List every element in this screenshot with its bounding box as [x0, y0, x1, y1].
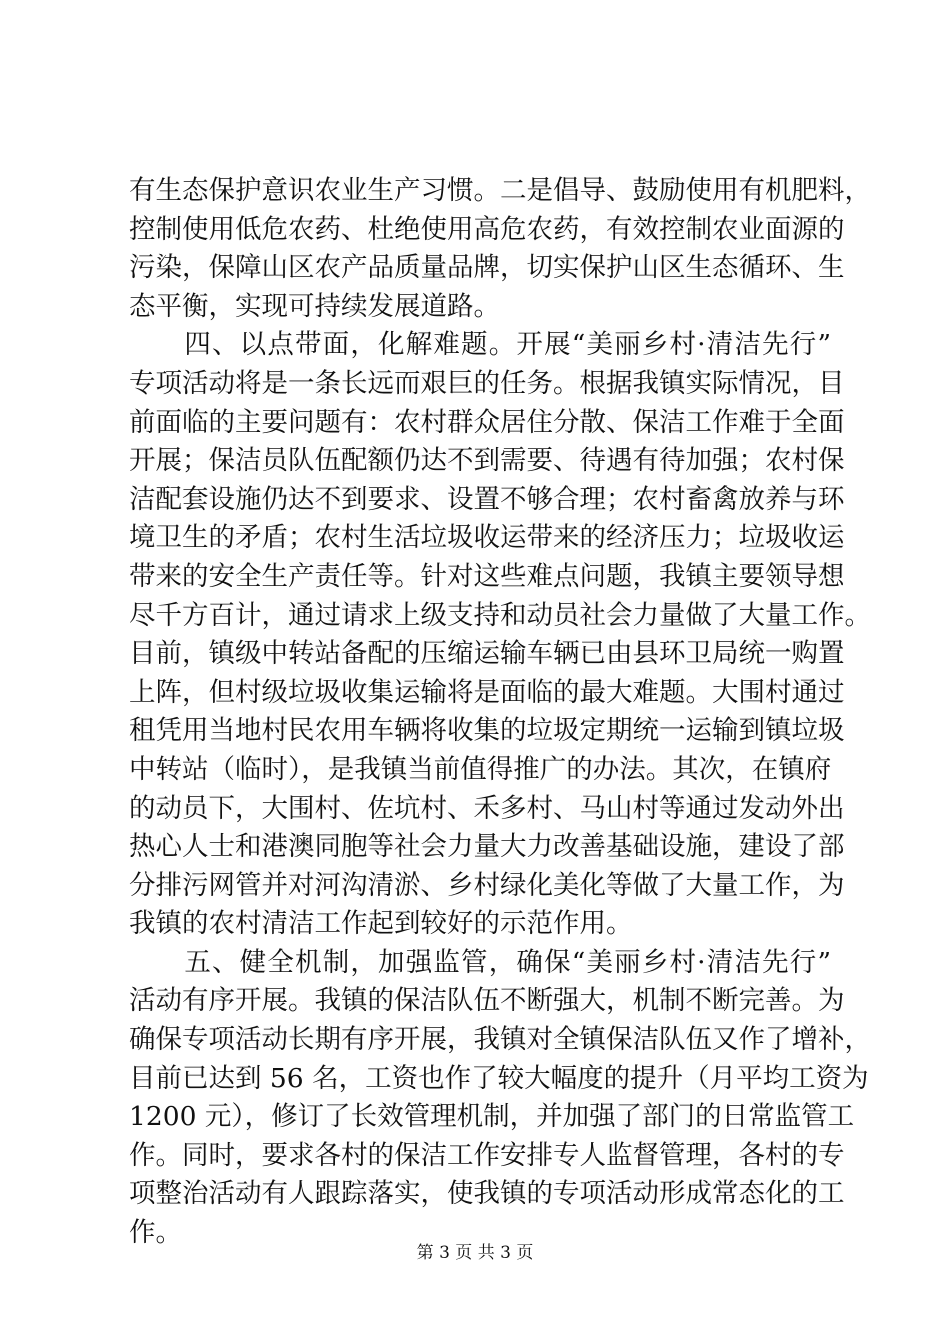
text-line: 污染，保障山区农产品质量品牌，切实保护山区生态循环、生: [129, 252, 845, 284]
text-line: 目前已达到 56 名，工资也作了较大幅度的提升（月平均工资为: [129, 1062, 869, 1094]
text-line: 作。同时，要求各村的保洁工作安排专人监督管理，各村的专: [129, 1139, 845, 1171]
text-line: 我镇的农村清洁工作起到较好的示范作用。: [129, 908, 633, 940]
text-line: 带来的安全生产责任等。针对这些难点问题，我镇主要领导想: [129, 560, 845, 592]
text-line: 五、健全机制，加强监管，确保“美丽乡村·清洁先行”: [129, 946, 831, 978]
text-line: 专项活动将是一条长远而艰巨的任务。根据我镇实际情况，目: [129, 367, 845, 399]
text-line: 四、以点带面，化解难题。开展“美丽乡村·清洁先行”: [129, 329, 831, 361]
text-line: 控制使用低危农药、杜绝使用高危农药，有效控制农业面源的: [129, 213, 845, 245]
text-line: 目前，镇级中转站备配的压缩运输车辆已由县环卫局统一购置: [129, 638, 845, 670]
body-text: [129, 172, 871, 1253]
text-line: 1200 元），修订了长效管理机制，并加强了部门的日常监管工: [129, 1101, 855, 1133]
text-line: 上阵，但村级垃圾收集运输将是面临的最大难题。大围村通过: [129, 676, 845, 708]
text-line: 有生态保护意识农业生产习惯。二是倡导、鼓励使用有机肥料，: [129, 175, 871, 206]
text-line: 前面临的主要问题有：农村群众居住分散、保洁工作难于全面: [129, 406, 845, 438]
text-line: 境卫生的矛盾；农村生活垃圾收运带来的经济压力；垃圾收运: [129, 522, 845, 554]
text-line: 态平衡，实现可持续发展道路。: [129, 290, 500, 322]
page-footer: 第 3 页 共 3 页: [416, 1243, 534, 1263]
text-line: 分排污网管并对河沟清淤、乡村绿化美化等做了大量工作，为: [129, 869, 845, 901]
text-line: 确保专项活动长期有序开展，我镇对全镇保洁队伍又作了增补，: [129, 1024, 871, 1056]
text-line: 开展；保洁员队伍配额仍达不到需要、待遇有待加强；农村保: [129, 445, 845, 477]
text-line: 中转站（临时），是我镇当前值得推广的办法。其次，在镇府: [129, 753, 832, 785]
text-line: 项整治活动有人跟踪落实，使我镇的专项活动形成常态化的工: [129, 1178, 845, 1210]
text-line: 作。: [129, 1217, 182, 1249]
text-line: 洁配套设施仍达不到要求、设置不够合理；农村畜禽放养与环: [129, 483, 845, 515]
text-line: 热心人士和港澳同胞等社会力量大力改善基础设施，建设了部: [129, 831, 845, 863]
text-line: 租凭用当地村民农用车辆将收集的垃圾定期统一运输到镇垃圾: [129, 715, 845, 747]
text-line: 活动有序开展。我镇的保洁队伍不断强大，机制不断完善。为: [129, 985, 845, 1017]
text-line: 的动员下，大围村、佐坑村、禾多村、马山村等通过发动外出: [129, 792, 845, 824]
text-line: 尽千方百计，通过请求上级支持和动员社会力量做了大量工作。: [129, 599, 871, 631]
